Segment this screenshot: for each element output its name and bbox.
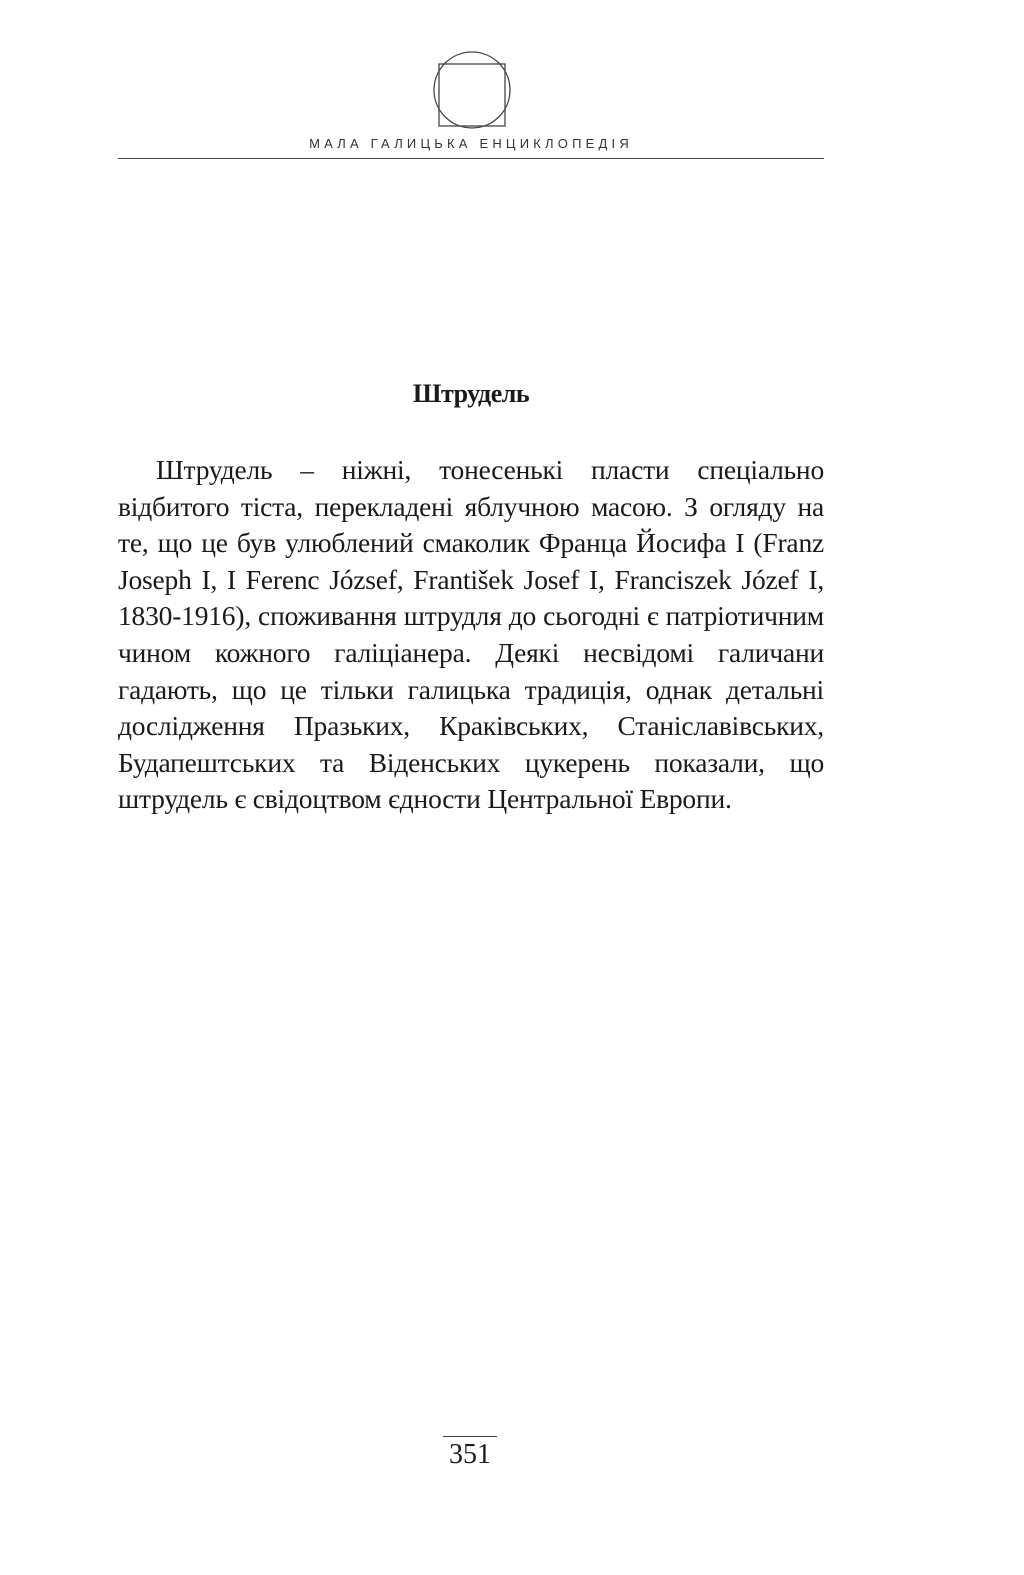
header-divider (118, 158, 824, 159)
page-number: 351 (443, 1436, 497, 1471)
circle-square-logo-icon (432, 50, 512, 130)
entry-body-paragraph: Штрудель – ніжні, тонесенькі пласти спеціально відбитого тіста, перекладені яблучною масою. З огляду на те, що це був улюблений смаколик Франца Йосифа I (Franz Joseph I, I Ferenc József, František Josef I, Franciszek Józef I, 1830-1916), споживання штрудля до сьогодні є патріотичним чином кожного галіціанера. Деякі несвідомі галичани гадають, що це тільки галицька традиція, однак детальні дослідження Празьких, Краківських, Станіславівських, Будапештських та Віденських цукерень показали, що штрудель є свідоцтвом єдности Центральної Европи. (118, 454, 824, 815)
series-title: МАЛА ГАЛИЦЬКА ЕНЦИКЛОПЕДІЯ (309, 136, 633, 151)
entry-title: Штрудель (412, 379, 530, 408)
